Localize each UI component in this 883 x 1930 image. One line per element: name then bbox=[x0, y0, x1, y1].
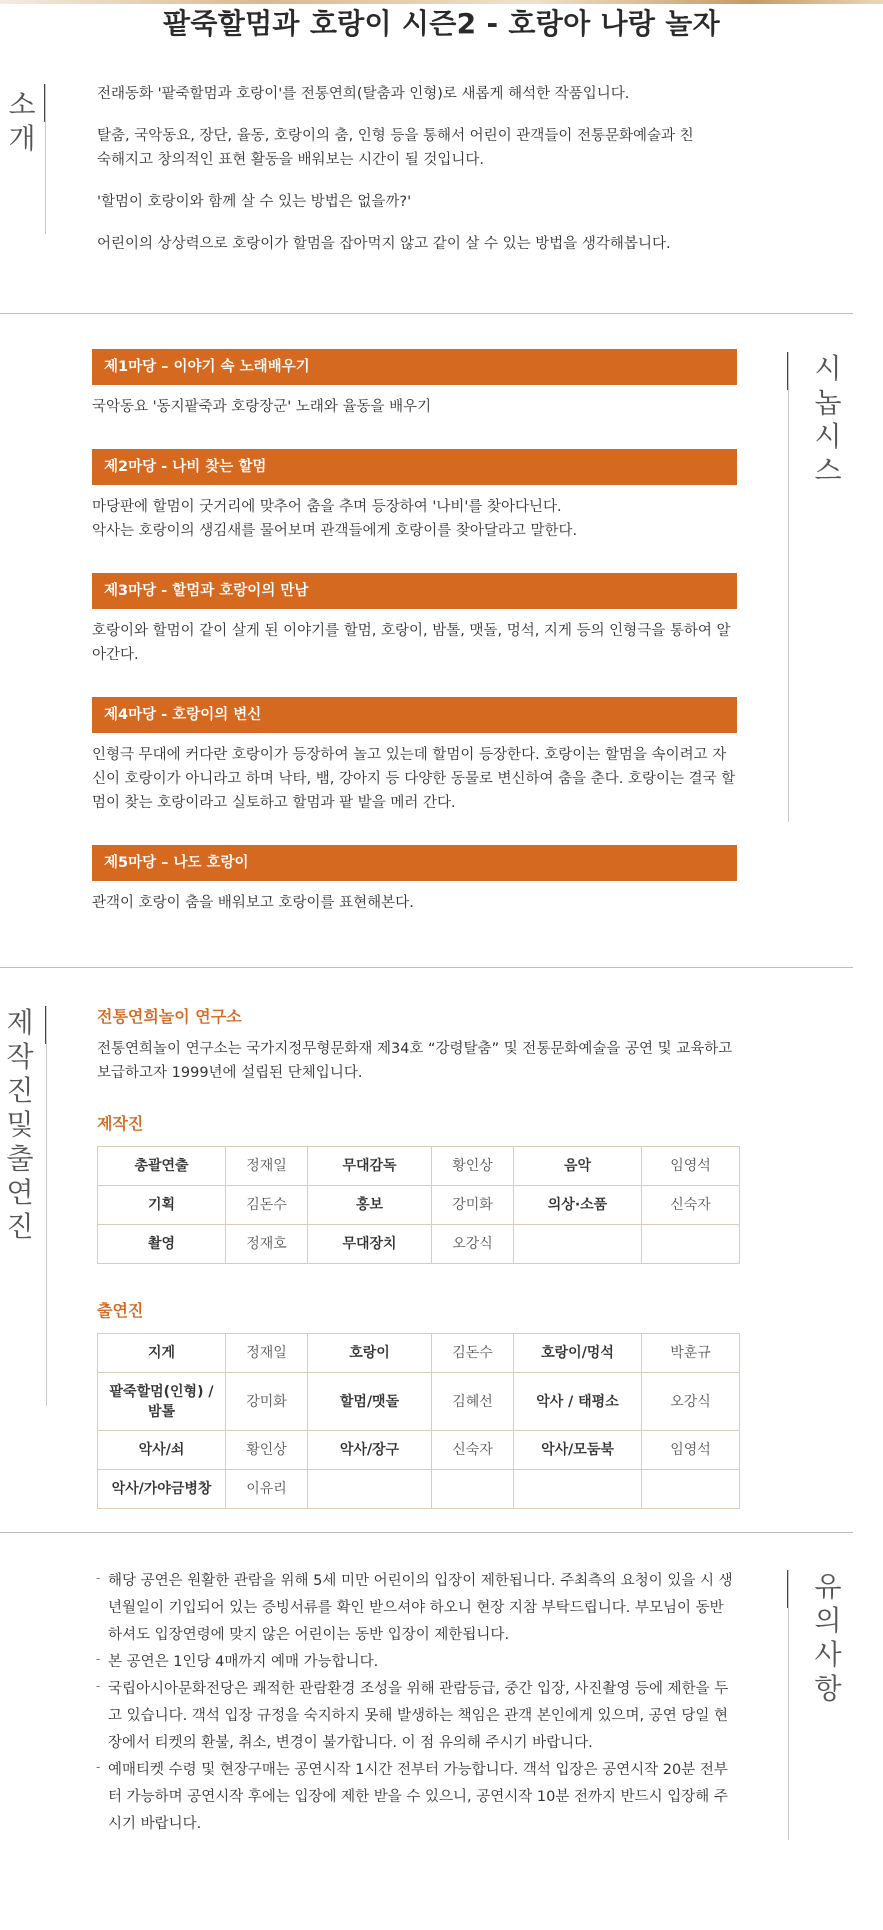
section-divider bbox=[0, 1532, 853, 1533]
table-cell: 팥죽할멈(인형) / 밤톨 bbox=[98, 1373, 226, 1431]
table-cell bbox=[308, 1470, 432, 1509]
side-char: 유 bbox=[814, 1570, 842, 1603]
madang-title: 제5마당 – 나도 호랑이 bbox=[92, 845, 737, 881]
table-cell: 촬영 bbox=[98, 1225, 226, 1264]
org-description: 전통연희놀이 연구소는 국가지정무형문화재 제34호 “강령탈춤” 및 전통문화예술을 공연 및 교육하고 보급하고자 1999년에 설립된 단체입니다. bbox=[97, 1041, 733, 1081]
side-char: 및 bbox=[6, 1108, 34, 1141]
side-divider bbox=[788, 1570, 789, 1840]
table-cell: 무대감독 bbox=[308, 1147, 432, 1186]
table-row bbox=[98, 1186, 740, 1225]
table-cell: 악사/쇠 bbox=[98, 1431, 226, 1470]
list-item: - 예매티켓 수령 및 현장구매는 공연시작 1시간 전부터 가능합니다. 객석 입장은 공연시작 20분 전부터 가능하며 공연시작 후에는 입장에 제한 받을 수 있으니, 공연시작 10분 전까지 반드시 입장해 주시기 바랍니다. bbox=[96, 1757, 736, 1838]
table-cell: 이유리 bbox=[226, 1470, 308, 1509]
side-char: 개 bbox=[8, 122, 36, 155]
staff-heading: 제작진 bbox=[97, 1114, 144, 1133]
cast-heading: 출연진 bbox=[97, 1301, 144, 1320]
table-cell bbox=[514, 1225, 642, 1264]
side-char: 스 bbox=[814, 454, 842, 487]
side-divider bbox=[45, 84, 46, 234]
madang-body: 인형극 무대에 커다란 호랑이가 등장하여 놀고 있는데 할멈이 등장한다. 호랑이는 할멈을 속이려고 자신이 호랑이가 아니라고 하며 낙타, 뱀, 강아지 등 다양한 동물로 변신하여 춤을 춘다. 호랑이는 결국 할멈이 찾는 호랑이라고 실토하고 할멈과 팥 밭을 메러 간다. bbox=[92, 747, 736, 811]
intro-paragraph: '할멈이 호랑이와 함께 살 수 있는 방법은 없을까?' bbox=[97, 194, 412, 210]
table-cell: 오강식 bbox=[432, 1225, 514, 1264]
table-cell: 홍보 bbox=[308, 1186, 432, 1225]
madang-body: 관객이 호랑이 춤을 배워보고 호랑이를 표현해본다. bbox=[92, 895, 414, 911]
intro-paragraph: 탈춤, 국악동요, 장단, 율동, 호랑이의 춤, 인형 등을 통해서 어린이 관객들이 전통문화예술과 친숙해지고 창의적인 표현 활동을 배워보는 시간이 될 것입니다. bbox=[97, 128, 694, 168]
cast-table bbox=[97, 1333, 740, 1509]
intro-side-label bbox=[4, 88, 40, 156]
side-char: 소 bbox=[8, 88, 36, 121]
madang-block bbox=[92, 697, 737, 815]
table-cell bbox=[642, 1470, 740, 1509]
madang-body: 국악동요 '동지팥죽과 호랑장군' 노래와 율동을 배우기 bbox=[92, 399, 432, 415]
side-char: 놉 bbox=[814, 386, 842, 419]
side-char: 연 bbox=[6, 1176, 34, 1209]
table-cell: 신숙자 bbox=[432, 1431, 514, 1470]
production-section bbox=[97, 1004, 747, 1509]
table-cell: 악사/가야금병창 bbox=[98, 1470, 226, 1509]
table-cell: 악사/장구 bbox=[308, 1431, 432, 1470]
table-row bbox=[98, 1431, 740, 1470]
table-cell bbox=[514, 1470, 642, 1509]
madang-title: 제3마당 - 할멈과 호랑이의 만남 bbox=[92, 573, 737, 609]
synopsis-section bbox=[92, 349, 737, 945]
list-item: - 본 공연은 1인당 4매까지 예매 가능합니다. bbox=[96, 1649, 736, 1676]
table-cell: 악사/모둠북 bbox=[514, 1431, 642, 1470]
table-cell: 무대장치 bbox=[308, 1225, 432, 1264]
table-cell bbox=[432, 1470, 514, 1509]
table-cell: 할멈/맷돌 bbox=[308, 1373, 432, 1431]
side-divider bbox=[46, 1006, 47, 1406]
table-cell: 임영석 bbox=[642, 1147, 740, 1186]
madang-block bbox=[92, 845, 737, 915]
table-cell: 오강식 bbox=[642, 1373, 740, 1431]
table-cell: 강미화 bbox=[226, 1373, 308, 1431]
side-char: 진 bbox=[6, 1074, 34, 1107]
table-row bbox=[98, 1147, 740, 1186]
table-cell: 정재호 bbox=[226, 1225, 308, 1264]
section-divider bbox=[0, 313, 853, 314]
table-cell: 정재일 bbox=[226, 1147, 308, 1186]
table-cell: 강미화 bbox=[432, 1186, 514, 1225]
production-side-label bbox=[2, 1006, 38, 1244]
table-cell: 기획 bbox=[98, 1186, 226, 1225]
side-char: 시 bbox=[814, 420, 842, 453]
page-title: 팥죽할멈과 호랑이 시즌2 - 호랑아 나랑 놀자 bbox=[163, 7, 720, 40]
table-cell: 황인상 bbox=[432, 1147, 514, 1186]
table-cell: 음악 bbox=[514, 1147, 642, 1186]
madang-block bbox=[92, 349, 737, 419]
side-char: 제 bbox=[6, 1006, 34, 1039]
table-cell: 호랑이 bbox=[308, 1334, 432, 1373]
madang-title: 제2마당 - 나비 찾는 할멈 bbox=[92, 449, 737, 485]
side-char: 시 bbox=[814, 352, 842, 385]
side-char: 작 bbox=[6, 1040, 34, 1073]
intro-paragraph: 전래동화 '팥죽할멈과 호랑이'를 전통연희(탈춤과 인형)로 새롭게 해석한 작품입니다. bbox=[97, 86, 630, 102]
madang-body: 호랑이와 할멈이 같이 살게 된 이야기를 할멈, 호랑이, 밤톨, 맷돌, 멍석, 지게 등의 인형극을 통하여 알아간다. bbox=[92, 623, 731, 663]
list-item: - 해당 공연은 원활한 관람을 위해 5세 미만 어린이의 입장이 제한됩니다. 주최측의 요청이 있을 시 생년월일이 기입되어 있는 증빙서류를 확인 받으셔야 하오니 현장 지참 부탁드립니다. 부모님이 동반하셔도 입장연령에 맞지 않은 어린이는 동반 입장이 제한됩니다. bbox=[96, 1568, 736, 1649]
table-row bbox=[98, 1225, 740, 1264]
table-row bbox=[98, 1373, 740, 1431]
notice-list bbox=[96, 1568, 736, 1838]
table-cell: 악사 / 태평소 bbox=[514, 1373, 642, 1431]
table-cell: 정재일 bbox=[226, 1334, 308, 1373]
table-cell bbox=[642, 1225, 740, 1264]
table-cell: 임영석 bbox=[642, 1431, 740, 1470]
madang-block bbox=[92, 449, 737, 543]
side-char: 출 bbox=[6, 1142, 34, 1175]
madang-title: 제1마당 – 이야기 속 노래배우기 bbox=[92, 349, 737, 385]
list-item: - 국립아시아문화전당은 쾌적한 관람환경 조성을 위해 관람등급, 중간 입장, 사진촬영 등에 제한을 두고 있습니다. 객석 입장 규정을 숙지하지 못해 발생하는 책임은 관객 본인에게 있으며, 공연 당일 현장에서 티켓의 환불, 취소, 변경이 불가합니다. 이 점 유의해 주시기 바랍니다. bbox=[96, 1676, 736, 1757]
table-row bbox=[98, 1470, 740, 1509]
staff-table bbox=[97, 1146, 740, 1264]
side-char: 사 bbox=[814, 1638, 842, 1671]
madang-title: 제4마당 - 호랑이의 변신 bbox=[92, 697, 737, 733]
table-cell: 지게 bbox=[98, 1334, 226, 1373]
synopsis-side-label bbox=[810, 352, 846, 488]
madang-body: 마당판에 할멈이 굿거리에 맞추어 춤을 추며 등장하여 '나비'를 찾아다닌다. 악사는 호랑이의 생김새를 물어보며 관객들에게 호랑이를 찾아달라고 말한다. bbox=[92, 499, 578, 539]
table-cell: 총괄연출 bbox=[98, 1147, 226, 1186]
table-row bbox=[98, 1334, 740, 1373]
side-divider bbox=[788, 352, 789, 822]
table-cell: 호랑이/멍석 bbox=[514, 1334, 642, 1373]
side-char: 진 bbox=[6, 1210, 34, 1243]
notice-side-label bbox=[810, 1570, 846, 1706]
side-char: 의 bbox=[814, 1604, 842, 1637]
side-char: 항 bbox=[814, 1672, 842, 1705]
table-cell: 황인상 bbox=[226, 1431, 308, 1470]
org-name: 전통연희놀이 연구소 bbox=[97, 1007, 242, 1026]
table-cell: 박훈규 bbox=[642, 1334, 740, 1373]
notice-section bbox=[96, 1568, 736, 1838]
table-cell: 김돈수 bbox=[432, 1334, 514, 1373]
table-cell: 김혜선 bbox=[432, 1373, 514, 1431]
intro-section bbox=[97, 82, 697, 274]
madang-block bbox=[92, 573, 737, 667]
table-cell: 김돈수 bbox=[226, 1186, 308, 1225]
table-cell: 신숙자 bbox=[642, 1186, 740, 1225]
table-cell: 의상·소품 bbox=[514, 1186, 642, 1225]
intro-paragraph: 어린이의 상상력으로 호랑이가 할멈을 잡아먹지 않고 같이 살 수 있는 방법을 생각해봅니다. bbox=[97, 236, 671, 252]
section-divider bbox=[0, 967, 853, 968]
